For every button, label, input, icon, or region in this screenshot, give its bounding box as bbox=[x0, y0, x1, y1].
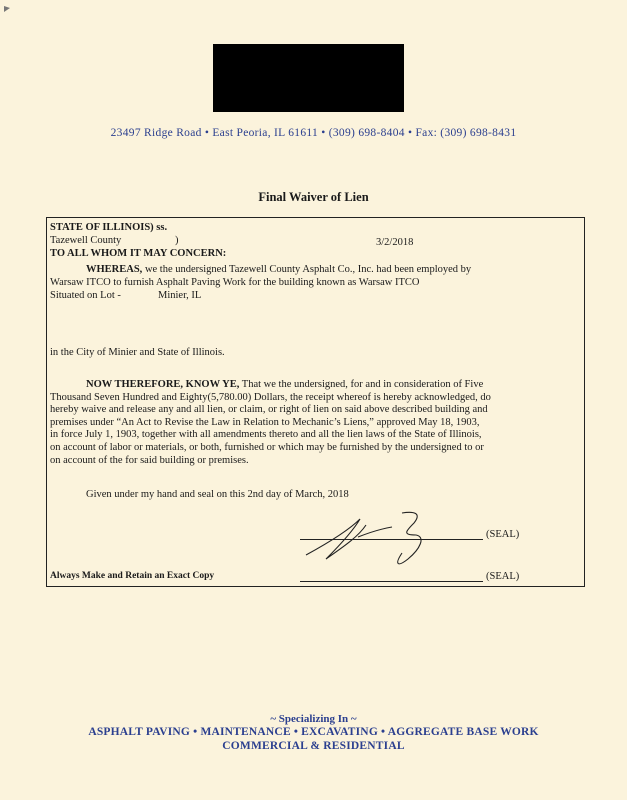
situated-value: Minier, IL bbox=[158, 290, 202, 301]
now-therefore-paragraph bbox=[50, 379, 584, 467]
seal-label-2: (SEAL) bbox=[486, 571, 520, 582]
seal-label-1: (SEAL) bbox=[486, 529, 520, 540]
now-line-4: premises under “An Act to Revise the Law in Relation to Mechanic’s Liens,” approved May 18, 1903, bbox=[50, 416, 480, 428]
county-line: Tazewell County bbox=[50, 235, 122, 246]
whereas-lead: WHEREAS, bbox=[86, 264, 143, 275]
document-title: Final Waiver of Lien bbox=[258, 190, 369, 204]
whereas-line-2: Warsaw ITCO to furnish Asphalt Paving Work for the building known as Warsaw ITCO bbox=[50, 277, 420, 288]
whereas-text-1: we the undersigned Tazewell County Asphalt Co., Inc. had been employed by bbox=[142, 264, 472, 275]
given-line: Given under my hand and seal on this 2nd day of March, 2018 bbox=[86, 489, 349, 500]
document-date: 3/2/2018 bbox=[376, 237, 414, 248]
footer-services: ASPHALT PAVING • MAINTENANCE • EXCAVATING • AGGREGATE BASE WORK bbox=[88, 726, 539, 738]
footer-commercial: COMMERCIAL & RESIDENTIAL bbox=[222, 740, 405, 752]
signature-line-2 bbox=[300, 581, 483, 582]
form-left-border bbox=[46, 217, 47, 587]
corner-mark bbox=[4, 6, 10, 12]
now-line-7: on account of the for said building or premises. bbox=[50, 454, 249, 466]
form-right-border bbox=[584, 217, 585, 587]
now-lead: NOW THEREFORE, KNOW YE, bbox=[86, 379, 240, 390]
footer-specializing: ~ Specializing In ~ bbox=[270, 713, 357, 725]
now-line-5: in force July 1, 1903, together with all amendments thereto and all the lien laws of the State of Illinois, bbox=[50, 429, 482, 441]
signature-line-1 bbox=[300, 539, 483, 540]
form-bottom-border bbox=[46, 586, 585, 587]
whereas-line-1 bbox=[86, 263, 471, 276]
state-line: STATE OF ILLINOIS) ss. bbox=[50, 222, 168, 233]
now-line-1: That we the undersigned, for and in consideration of Five bbox=[239, 379, 484, 390]
company-address: 23497 Ridge Road • East Peoria, IL 61611 • (309) 698-8404 • Fax: (309) 698-8431 bbox=[110, 127, 517, 139]
signature-drawing bbox=[298, 503, 488, 573]
county-paren: ) bbox=[175, 235, 179, 246]
city-line: in the City of Minier and State of Illinois. bbox=[50, 347, 225, 358]
form-top-border bbox=[46, 217, 585, 218]
redacted-logo bbox=[213, 44, 404, 112]
always-retain-note: Always Make and Retain an Exact Copy bbox=[50, 571, 215, 581]
to-all-heading: TO ALL WHOM IT MAY CONCERN: bbox=[50, 248, 227, 259]
now-line-6: on account of labor or materials, or both, furnished or which may be furnished by the undersigned to or bbox=[50, 441, 484, 453]
now-line-2: Thousand Seven Hundred and Eighty(5,780.00) Dollars, the receipt whereof is hereby acknowledged, do bbox=[50, 391, 491, 403]
situated-label: Situated on Lot - bbox=[50, 290, 121, 301]
now-line-3: hereby waive and release any and all lien, or claim, or right of lien on said above described building and bbox=[50, 404, 488, 416]
